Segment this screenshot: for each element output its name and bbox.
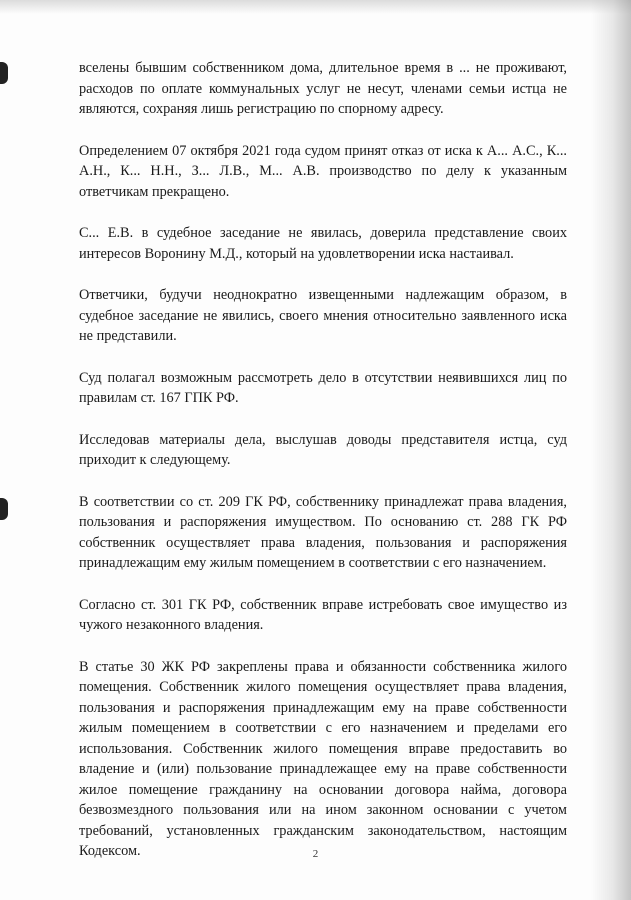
page-number: 2	[312, 848, 319, 860]
document-body	[79, 58, 567, 883]
punch-hole-mark	[0, 498, 8, 520]
scan-shadow-top	[0, 0, 631, 14]
paragraph: Определением 07 октября 2021 года судом принят отказ от иска к А... А.С., К... А.Н., К... Н.Н., З... Л.В., М... А.В. производство по делу к указанным ответчикам прекращено.	[79, 142, 567, 200]
paragraph: С... Е.В. в судебное заседание не явилась, доверила представление своих интересов Воронину М.Д., который на удовлетворении иска настаивал.	[79, 225, 567, 262]
paragraph: Суд полагал возможным рассмотреть дело в отсутствии неявившихся лиц по правилам ст. 167 ГПК РФ.	[79, 369, 567, 406]
paragraph: Исследовав материалы дела, выслушав доводы представителя истца, суд приходит к следующему.	[79, 431, 567, 468]
paragraph: В соответствии со ст. 209 ГК РФ, собственнику принадлежат права владения, пользования и распоряжения имуществом. По основанию ст. 288 ГК РФ собственник осуществляет права владения, пользования и распоряжения принадлежащим ему жилым помещением в соответствии с его назначением.	[79, 493, 567, 571]
punch-hole-mark	[0, 62, 8, 84]
paragraph: Ответчики, будучи неоднократно извещенными надлежащим образом, в судебное заседание не явились, своего мнения относительно заявленного иска не представили.	[79, 287, 567, 344]
scan-shadow-right	[591, 0, 631, 900]
paragraph: Согласно ст. 301 ГК РФ, собственник вправе истребовать свое имущество из чужого незаконного владения.	[79, 596, 567, 633]
paragraph: В статье 30 ЖК РФ закреплены права и обязанности собственника жилого помещения. Собственник жилого помещения осуществляет права владения, пользования и распоряжения принадлежащим ему на праве собственности жилым помещением в соответствии с его назначением и пределами его использования. Собственник жилого помещения вправе предоставить во владение и (или) пользование принадлежащее ему на праве собственности жилое помещение гражданину на основании договора найма, договора безвозмездного пользования или на ином законном основании с учетом требований, установленных гражданским законодательством, настоящим Кодексом.	[79, 658, 567, 859]
paragraph: вселены бывшим собственником дома, длительное время в ... не проживают, расходов по оплате коммунальных услуг не несут, членами семьи истца не являются, сохраняя лишь регистрацию по спорному адресу.	[79, 60, 567, 117]
